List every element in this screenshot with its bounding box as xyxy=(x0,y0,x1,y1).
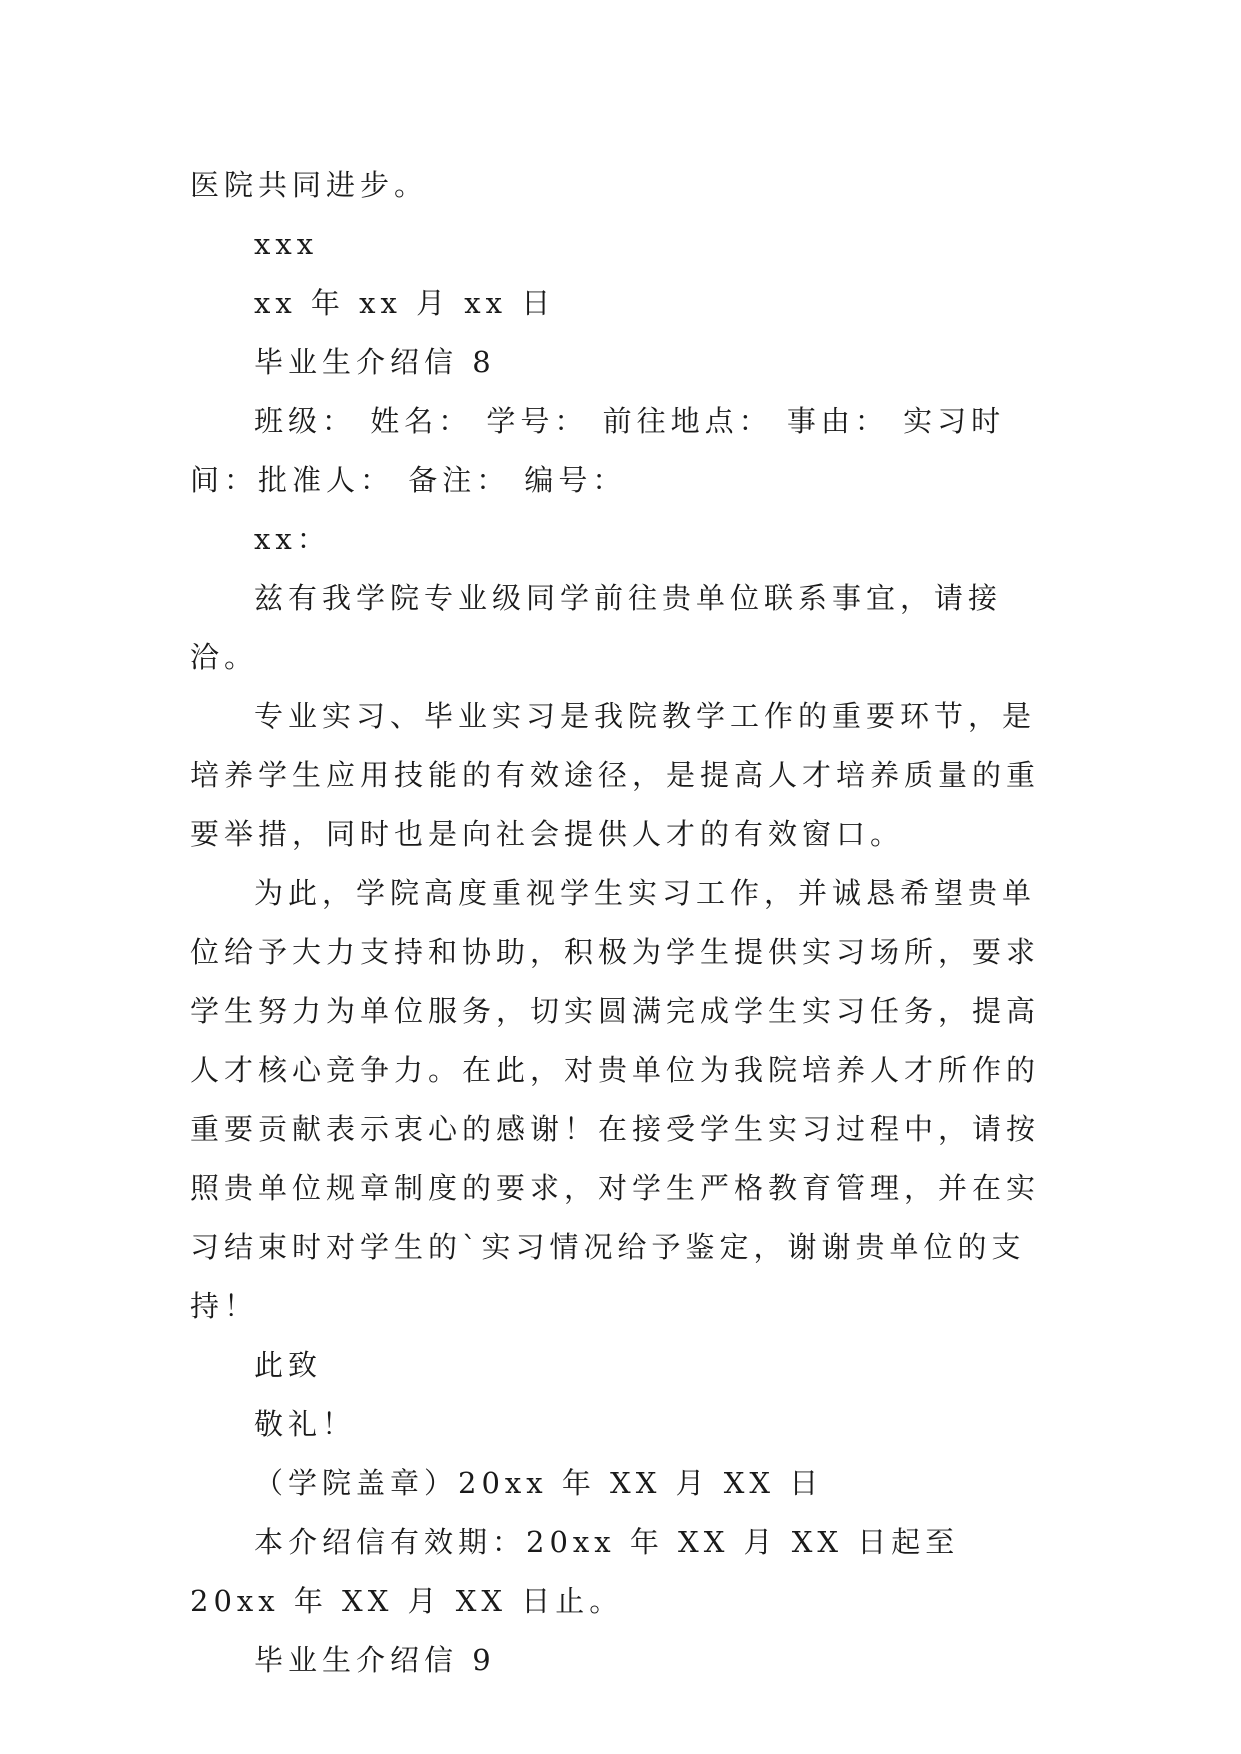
letter-heading-8: 毕业生介绍信 8 xyxy=(254,345,496,379)
signature-date: xx 年 xx 月 xx 日 xyxy=(254,286,556,320)
signature-name: xxx xyxy=(254,227,319,261)
letter-heading-9: 毕业生介绍信 9 xyxy=(254,1643,496,1677)
closing-jing-li: 敬礼！ xyxy=(254,1407,357,1441)
validity-line: 本介绍信有效期：20xx 年 XX 月 XX 日起至 20xx 年 XX 月 XX 日止。 xyxy=(190,1525,960,1618)
paragraph-importance: 专业实习、毕业实习是我院教学工作的重要环节，是培养学生应用技能的有效途径，是提高人才培养质量的重要举措，同时也是向社会提供人才的有效窗口。 xyxy=(190,699,1041,851)
form-fields-line: 班级： 姓名： 学号： 前往地点： 事由： 实习时间：批准人： 备注： 编号： xyxy=(190,404,1006,497)
stamp-date-line: （学院盖章）20xx 年 XX 月 XX 日 xyxy=(254,1466,824,1500)
closing-ci-zhi: 此致 xyxy=(254,1348,323,1382)
paragraph-intro: 兹有我学院专业级同学前往贵单位联系事宜，请接洽。 xyxy=(190,581,1003,674)
document-body xyxy=(190,156,1055,1690)
paragraph-request: 为此，学院高度重视学生实习工作，并诚恳希望贵单位给予大力支持和协助，积极为学生提供实习场所，要求学生努力为单位服务，切实圆满完成学生实习任务，提高人才核心竞争力。在此，对贵单位为我院培养人才所作的重要贡献表示衷心的感谢！在接受学生实习过程中，请按照贵单位规章制度的要求，对学生严格教育管理，并在实习结束时对学生的`实习情况给予鉴定，谢谢贵单位的支持！ xyxy=(190,876,1041,1323)
salutation: xx： xyxy=(254,522,331,556)
paragraph-closing-fragment: 医院共同进步。 xyxy=(190,168,429,202)
